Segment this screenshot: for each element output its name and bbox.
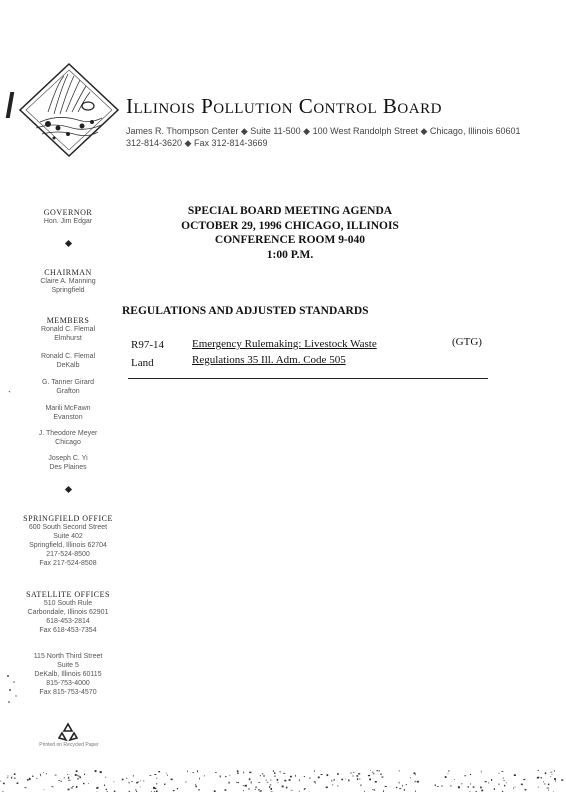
office-line: 815-753-4000: [46, 680, 90, 687]
divider-rule: [128, 378, 488, 379]
agenda-title-line: SPECIAL BOARD MEETING AGENDA: [187, 205, 393, 217]
office-line: 510 South Rule: [43, 600, 93, 607]
sidebar-satellite-offices: [18, 590, 118, 635]
item-category: Land: [131, 357, 154, 369]
section-heading: REGULATIONS AND ADJUSTED STANDARDS: [122, 305, 369, 317]
office-line: Fax 815-753-4570: [39, 689, 97, 696]
office-line: Carbondale, Illinois 62901: [27, 609, 109, 616]
springfield-heading: SPRINGFIELD OFFICE: [23, 514, 113, 523]
office-line: DeKalb, Illinois 60115: [34, 671, 102, 678]
org-address: James R. Thompson Center ◆ Suite 11-500 ◆ 100 West Randolph Street ◆ Chicago, Illinois 60601: [126, 126, 521, 136]
governor-name: Hon. Jim Edgar: [43, 218, 93, 225]
diamond-bullet-icon: [18, 486, 118, 495]
office-line: Suite 402: [53, 533, 83, 540]
chairman-city: Springfield: [51, 287, 85, 294]
agenda-item-id: [131, 336, 164, 372]
org-phone: 312-814-3620 ◆ Fax 312-814-3669: [126, 138, 268, 148]
agenda-date-line: OCTOBER 29, 1996 CHICAGO, ILLINOIS: [181, 219, 399, 232]
member-city: Elmhurst: [54, 335, 82, 342]
chairman-name: Claire A. Manning: [40, 278, 96, 285]
chairman-heading: CHAIRMAN: [44, 268, 92, 277]
office-line: 115 North Third Street: [33, 653, 103, 660]
sidebar-governor: [18, 208, 118, 226]
member-name: Marili McFawn: [45, 405, 91, 412]
sidebar-springfield-office: [18, 514, 118, 568]
office-line: Suite 5: [57, 662, 79, 669]
member-city: Chicago: [55, 439, 81, 446]
sidebar-members: [18, 316, 118, 343]
office-line: 217-524-8500: [46, 551, 90, 558]
agenda-room-line: CONFERENCE ROOM 9-040: [214, 234, 366, 246]
member-city: DeKalb: [56, 362, 80, 369]
member-name: G. Tanner Girard: [41, 379, 94, 386]
item-description-line: Regulations 35 Ill. Adm. Code 505: [192, 354, 346, 366]
office-line: 600 South Second Street: [28, 524, 108, 531]
item-number: R97-14: [131, 339, 164, 351]
agenda-item-description: [192, 336, 377, 368]
recycle-icon: [58, 722, 78, 742]
office-line: 618-453-2814: [46, 618, 90, 625]
sidebar-dekalb-office: [18, 652, 118, 697]
sidebar-member: [18, 429, 118, 447]
agenda-time-line: 1:00 P.M.: [266, 248, 314, 261]
agenda-title: [140, 204, 440, 262]
sidebar-member: [18, 404, 118, 422]
sidebar-member: [18, 454, 118, 472]
margin-mark: ˏ: [8, 382, 12, 393]
state-seal-icon: [18, 62, 120, 158]
satellite-heading: SATELLITE OFFICES: [26, 590, 110, 599]
sidebar-chairman: [18, 268, 118, 295]
members-heading: MEMBERS: [46, 316, 90, 325]
member-city: Des Plaines: [49, 464, 87, 471]
scan-noise-footer: [0, 770, 566, 792]
governor-heading: GOVERNOR: [43, 208, 93, 217]
sidebar-member: [18, 378, 118, 396]
item-initials: (GTG): [452, 336, 482, 348]
member-name: Ronald C. Flemal: [40, 353, 96, 360]
scan-noise: [4, 670, 24, 710]
member-name: Ronald C. Flemal: [40, 326, 96, 333]
member-name: J. Theodore Meyer: [38, 430, 98, 437]
diamond-bullet-icon: [18, 240, 118, 249]
member-city: Grafton: [56, 388, 80, 395]
office-line: Fax 217-524-8508: [39, 560, 97, 567]
office-line: Fax 618-453-7354: [39, 627, 97, 634]
recycle-note: Printed on Recycled Paper: [39, 742, 99, 748]
item-description-line: Emergency Rulemaking: Livestock Waste: [192, 338, 377, 350]
sidebar-member: [18, 352, 118, 370]
letterhead-mark: [6, 92, 15, 118]
member-name: Joseph C. Yi: [48, 455, 88, 462]
member-city: Evanston: [53, 414, 83, 421]
office-line: Springfield, Illinois 62704: [29, 542, 107, 549]
org-name: Illinois Pollution Control Board: [126, 94, 442, 118]
